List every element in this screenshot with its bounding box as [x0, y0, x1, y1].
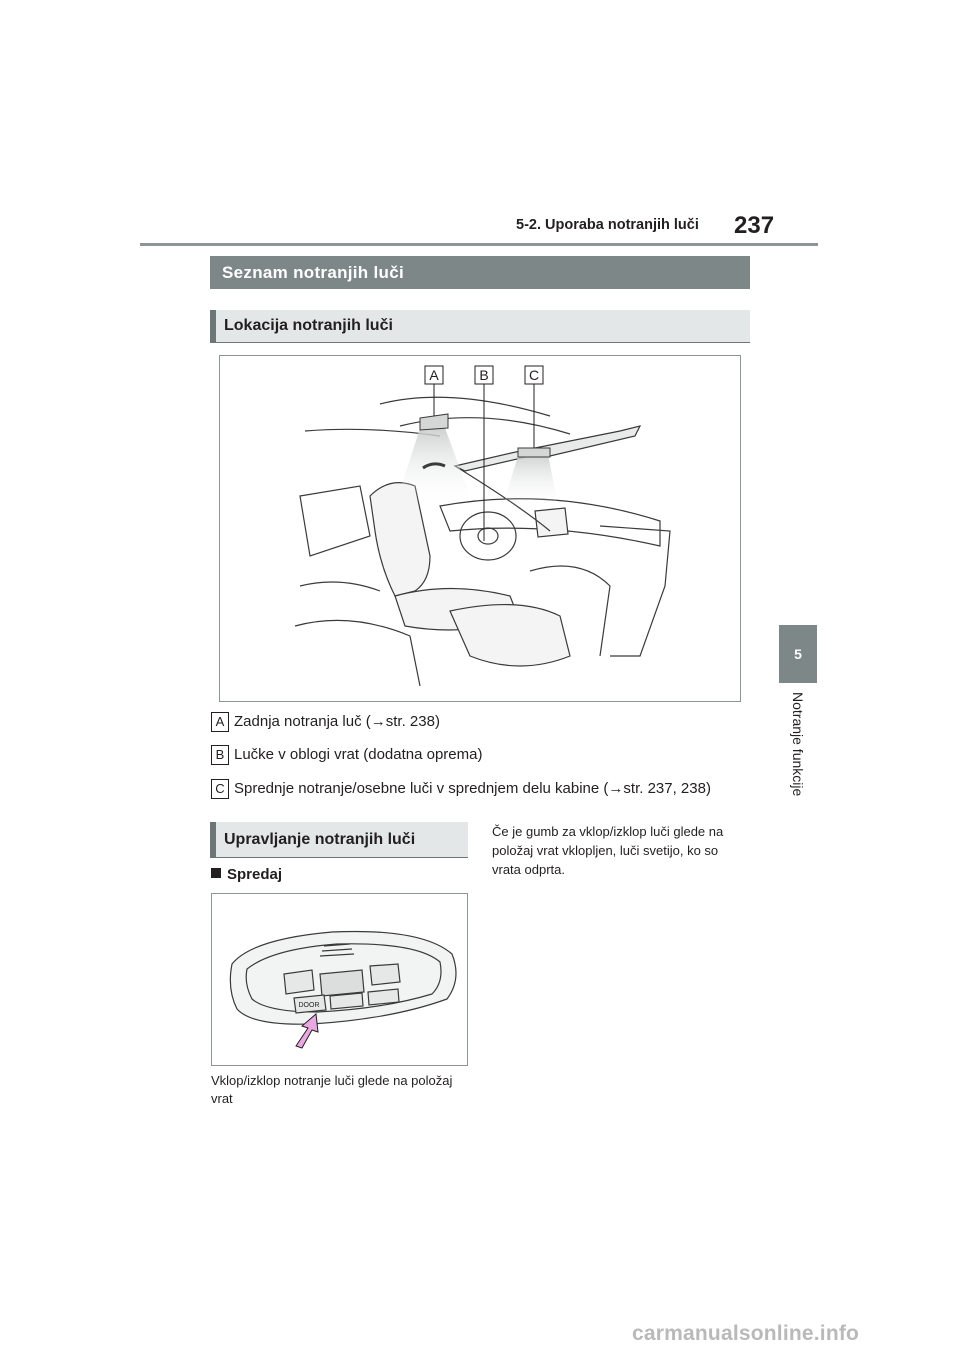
rear-door-window [300, 486, 370, 556]
legend-text-a: Zadnja notranja luč (→str. 238) [234, 713, 440, 730]
steering-hub [478, 528, 498, 544]
legend-item-a [211, 711, 440, 733]
rear-interior-light [420, 414, 448, 430]
legend-item-c [211, 778, 711, 800]
center-sensor-panel [320, 970, 364, 996]
front-light-beam [502, 454, 558, 508]
legend-text-c: Sprednje notranje/osebne luči v sprednjem delu kabine (→str. 237, 238) [234, 780, 711, 797]
door-switch-description: Če je gumb za vklop/izklop luči glede na položaj vrat vklopljen, luči svetijo, ko so vrata odprta. [492, 824, 724, 877]
legend-key-a: A [211, 712, 229, 732]
door-button-label: DOOR [298, 1002, 320, 1009]
callout-a-label: A [429, 367, 439, 383]
console-drawing [212, 894, 467, 1065]
subsection-heading-location: Lokacija notranjih luči [210, 310, 750, 343]
overhead-console-illustration [211, 893, 468, 1066]
page-number: 237 [734, 212, 775, 239]
chapter-number-tab: 5 [779, 625, 817, 683]
running-header-section: 5-2. Uporaba notranjih luči [516, 217, 699, 233]
chapter-title-text: Notranje funkcije [790, 692, 806, 797]
rear-door-line [300, 582, 380, 591]
secondary-button[interactable] [330, 993, 363, 1009]
center-console [450, 605, 570, 666]
subsection-heading-control: Upravljanje notranjih luči [210, 822, 468, 858]
callout-b-label: B [479, 367, 489, 383]
bullet-heading-text: Spredaj [227, 866, 283, 883]
secondary-button[interactable] [368, 989, 399, 1005]
callout-c-label: C [528, 367, 540, 383]
section-heading: Seznam notranjih luči [210, 256, 750, 289]
rear-light-beam [395, 428, 470, 506]
steering-wheel [460, 512, 516, 560]
chapter-title-vertical [786, 692, 810, 802]
legend-key-c: C [211, 779, 229, 799]
right-light-switch [370, 964, 400, 985]
legend-item-b [211, 744, 482, 766]
legend-text-b: Lučke v oblogi vrat (dodatna oprema) [234, 746, 483, 763]
roof-line [380, 397, 550, 416]
left-light-switch [284, 970, 314, 994]
figure-caption: Vklop/izklop notranje luči glede na položaj vrat [211, 1073, 453, 1106]
header-divider [140, 243, 818, 246]
bullet-heading-front [211, 866, 282, 883]
legend-key-b: B [211, 745, 229, 765]
cabin-drawing [220, 356, 740, 701]
front-overhead-light [518, 448, 550, 457]
bullet-square-icon [211, 868, 221, 878]
interior-lights-illustration [219, 355, 741, 702]
watermark: carmanualsonline.info [632, 1322, 860, 1345]
rear-door-panel [295, 620, 420, 686]
